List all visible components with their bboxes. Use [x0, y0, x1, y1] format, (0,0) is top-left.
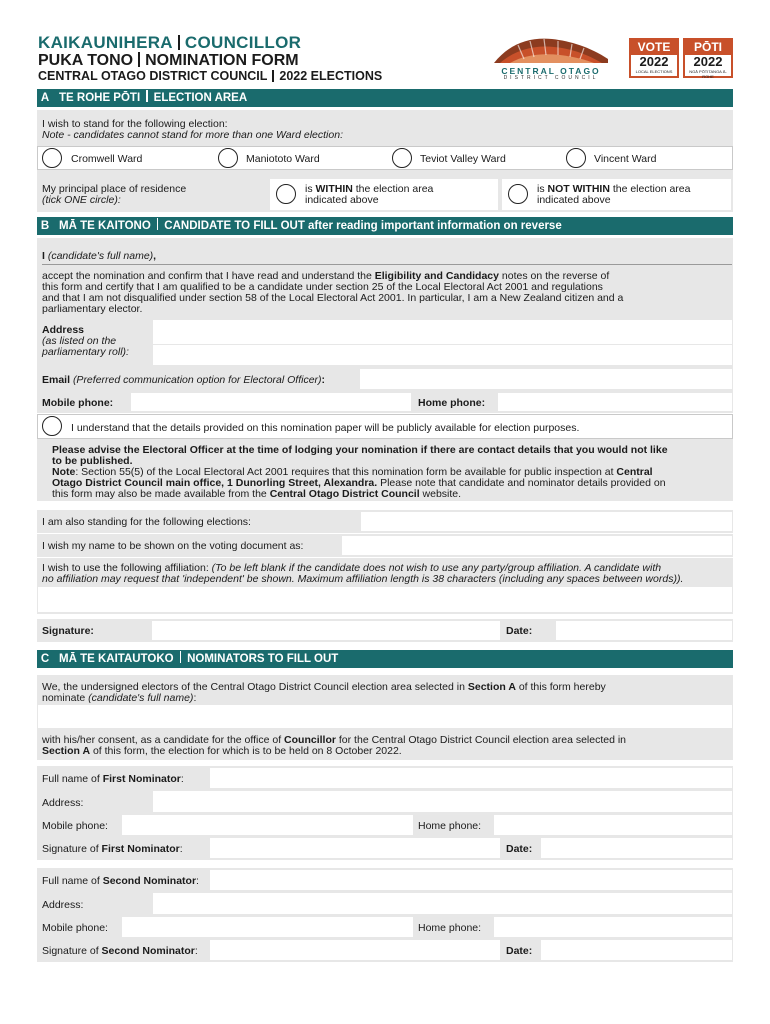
ward-intro: I wish to stand for the following election: [42, 118, 228, 130]
mobile-input[interactable] [131, 393, 411, 411]
consent-1a: with his/her consent, as a candidate for the office of [42, 734, 285, 746]
ward-note: Note - candidates cannot stand for more than one Ward election: [42, 129, 343, 141]
second-mobile-input[interactable] [122, 917, 413, 937]
note-3c: website. [419, 488, 462, 500]
home-input[interactable] [498, 393, 732, 411]
within-bold: WITHIN [315, 183, 353, 195]
second-home-label: Home phone: [418, 922, 482, 934]
poti-caption: NGĀ PŌTITANGA Ā-ROHE [689, 69, 727, 79]
publicly-checkbox[interactable] [42, 416, 62, 436]
note-line-3 [52, 488, 461, 500]
first-home-label: Home phone: [418, 820, 482, 832]
we-1a: We, the undersigned electors of the Central Otago District Council election area selected in [42, 681, 468, 693]
first-name-label [42, 773, 184, 785]
section-c-title: NOMINATORS TO FILL OUT [187, 653, 339, 665]
accept-1c: notes on the reverse of [499, 270, 610, 282]
candidate-i: I [42, 250, 45, 262]
vote-word: VOTE [631, 40, 677, 55]
section-c-band [37, 650, 733, 668]
note-3a: this form may also be made available from the [52, 488, 270, 500]
ward-radio-teviot[interactable] [392, 148, 412, 168]
signature-input[interactable] [152, 621, 500, 640]
section-b-divider [157, 218, 159, 230]
candidate-name-hint: (candidate's full name) [47, 250, 154, 262]
section-b-letter: B [40, 220, 50, 232]
notwithin-post: the election area [609, 183, 691, 195]
logo-subtext: DISTRICT COUNCIL [503, 75, 599, 81]
council-name: CENTRAL OTAGO DISTRICT COUNCIL [38, 69, 268, 83]
vote-year: 2022 [639, 54, 669, 69]
first-sig-post: : [179, 843, 183, 855]
signature-label: Signature: [42, 625, 94, 637]
ward-label-maniototo: Maniototo Ward [246, 153, 320, 165]
section-b-title: CANDIDATE TO FILL OUT after reading important information on reverse [164, 220, 562, 232]
first-name-pre: Full name of [42, 773, 103, 785]
title-maori: KAIKAUNIHERA [38, 33, 173, 52]
first-name-bold: First Nominator [102, 773, 181, 785]
second-name-label [42, 875, 199, 887]
section-a-title-maori: TE ROHE PŌTI [59, 92, 141, 104]
ward-label-vincent: Vincent Ward [594, 153, 657, 165]
accept-1b: Eligibility and Candidacy [374, 270, 499, 282]
email-input[interactable] [360, 369, 732, 389]
title-divider [178, 35, 180, 50]
first-address-label: Address: [42, 797, 84, 809]
email-label [42, 374, 325, 386]
poti-badge [683, 38, 733, 78]
section-a-divider [146, 90, 148, 102]
advise-line-2: to be published. [52, 455, 133, 467]
candidate-comma: , [153, 250, 157, 262]
nominee-name-input[interactable] [38, 705, 732, 728]
title-english: COUNCILLOR [184, 33, 302, 52]
section-b-title-maori: MĀ TE KAITONO [59, 220, 151, 232]
voting-doc-label: I wish my name to be shown on the voting document as: [42, 540, 304, 552]
email-colon: : [321, 374, 326, 386]
within-line2: indicated above [305, 194, 379, 206]
second-address-label: Address: [42, 899, 84, 911]
first-name-post: : [180, 773, 184, 785]
notwithin-line2: indicated above [537, 194, 611, 206]
first-sig-bold: First Nominator [101, 843, 180, 855]
first-home-input[interactable] [494, 815, 732, 835]
residence-hint: (tick ONE circle): [42, 194, 121, 206]
notwithin-radio[interactable] [508, 184, 528, 204]
logo-text: CENTRAL OTAGO [501, 66, 601, 76]
advise-line-1: Please advise the Electoral Officer at the time of lodging your nomination if there are contact details that you would not like [52, 444, 668, 456]
second-date-input[interactable] [541, 940, 732, 960]
note-3b: Central Otago District Council [269, 488, 420, 500]
second-home-input[interactable] [494, 917, 732, 937]
section-a-title: ELECTION AREA [153, 92, 248, 104]
address-hint-2: parliamentary roll): [42, 346, 129, 358]
candidate-name-label [42, 250, 156, 262]
consent-line-2 [42, 745, 402, 757]
form-maori: PUKA TONO [38, 52, 134, 69]
consent-1b: Councillor [284, 734, 336, 746]
affiliation-hint-2: no affiliation may request that 'independent' be shown. Maximum affiliation length is 38 characters (including any spaces between words)). [42, 573, 684, 585]
section-c-divider [180, 651, 182, 663]
second-name-post: : [196, 875, 199, 887]
section-a-band [37, 89, 733, 107]
address-label: Address [42, 324, 85, 336]
title-line-2 [38, 52, 299, 70]
we-1c: of this form hereby [515, 681, 606, 693]
second-mobile-label: Mobile phone: [42, 922, 108, 934]
we-2c: : [193, 692, 197, 704]
publicly-label: I understand that the details provided on this nomination paper will be publicly available for election purposes. [71, 422, 580, 434]
note-label: Note [52, 466, 76, 478]
first-name-input[interactable] [210, 768, 732, 788]
accept-line-4: parliamentary elector. [42, 303, 143, 315]
vote-caption: LOCAL ELECTIONS [635, 69, 673, 74]
second-date-label: Date: [506, 945, 533, 957]
second-name-input[interactable] [210, 870, 732, 890]
note-1a: : Section 55(5) of the Local Electoral Act 2001 requires that this nomination form be available for public inspection at [75, 466, 617, 478]
within-radio[interactable] [276, 184, 296, 204]
accept-1a: accept the nomination and confirm that I have read and understand the [42, 270, 375, 282]
email-hint: (Preferred communication option for Electoral Officer) [72, 374, 322, 386]
affiliation-input[interactable] [38, 587, 732, 612]
address-input-1[interactable] [153, 320, 732, 344]
consent-2b: of this form, the election for which is to be held on 8 October 2022. [90, 745, 402, 757]
voting-doc-input[interactable] [342, 536, 732, 555]
first-sig-pre: Signature of [42, 843, 102, 855]
email-bold: Email [42, 374, 71, 386]
hills-logo-icon [490, 33, 612, 67]
ward-label-teviot: Teviot Valley Ward [420, 153, 506, 165]
second-name-pre: Full name of [42, 875, 103, 887]
we-2b: (candidate's full name) [88, 692, 194, 704]
first-mobile-input[interactable] [122, 815, 413, 835]
first-signature-label [42, 843, 183, 855]
council-divider [272, 70, 274, 82]
within-pre: is [305, 183, 316, 195]
ward-radio-vincent[interactable] [566, 148, 586, 168]
ward-radio-cromwell[interactable] [42, 148, 62, 168]
second-signature-label [42, 945, 198, 957]
note-1b: Central [616, 466, 653, 478]
second-sig-pre: Signature of [42, 945, 102, 957]
address-input-2[interactable] [153, 345, 732, 365]
second-sig-bold: Second Nominator [101, 945, 195, 957]
council-logo [490, 33, 612, 83]
form-english: NOMINATION FORM [145, 52, 299, 69]
second-address-input[interactable] [153, 893, 732, 914]
we-2a: nominate [42, 692, 89, 704]
section-a-letter: A [40, 92, 50, 104]
section-c-letter: C [40, 653, 50, 665]
affiliation-label: I wish to use the following affiliation: [42, 562, 212, 574]
ward-label-cromwell: Cromwell Ward [71, 153, 143, 165]
within-post: the election area [352, 183, 434, 195]
title-line-1 [38, 33, 301, 53]
notwithin-bold: NOT WITHIN [547, 183, 610, 195]
notwithin-pre: is [537, 183, 548, 195]
also-standing-input[interactable] [361, 512, 732, 531]
date-label: Date: [506, 625, 533, 637]
elections-label: 2022 ELECTIONS [279, 69, 383, 83]
also-standing-label: I am also standing for the following elections: [42, 516, 251, 528]
section-b-band [37, 217, 733, 235]
form-divider [138, 52, 140, 67]
note-2b: Please note that candidate and nominator details provided on [377, 477, 666, 489]
nominate-line-2 [42, 692, 196, 704]
accept-line-2: this form and certify that I am qualified to be a candidate under section 25 of the Local Electoral Act 2001 and regulations [42, 281, 603, 293]
second-sig-post: : [194, 945, 198, 957]
date-input[interactable] [556, 621, 732, 640]
accept-line-3: and that I am not disqualified under section 58 of the Local Electoral Act 2001. In particular, I am a New Zealand citizen and a [42, 292, 624, 304]
title-line-3 [38, 69, 382, 83]
consent-1c: for the Central Otago District Council election area selected in [335, 734, 627, 746]
first-date-input[interactable] [541, 838, 732, 858]
poti-word: PŌTI [685, 40, 731, 55]
second-signature-input[interactable] [210, 940, 500, 960]
ward-radio-maniototo[interactable] [218, 148, 238, 168]
vote-badge [629, 38, 679, 78]
residence-label: My principal place of residence [42, 183, 187, 195]
section-c-title-maori: MĀ TE KAITAUTOKO [59, 653, 174, 665]
mobile-label: Mobile phone: [42, 397, 114, 409]
home-label: Home phone: [418, 397, 486, 409]
first-signature-input[interactable] [210, 838, 500, 858]
affiliation-hint-1: (To be left blank if the candidate does not wish to use any party/group affiliation. A candidate with [211, 562, 662, 574]
we-1b: Section A [467, 681, 516, 693]
first-address-input[interactable] [153, 791, 732, 812]
second-name-bold: Second Nominator [102, 875, 197, 887]
first-mobile-label: Mobile phone: [42, 820, 108, 832]
poti-year: 2022 [693, 54, 723, 69]
first-date-label: Date: [506, 843, 533, 855]
address-hint-1: (as listed on the [42, 335, 117, 347]
note-2a: Otago District Council main office, 1 Dunorling Street, Alexandra. [52, 477, 378, 489]
consent-2a: Section A [42, 745, 91, 757]
